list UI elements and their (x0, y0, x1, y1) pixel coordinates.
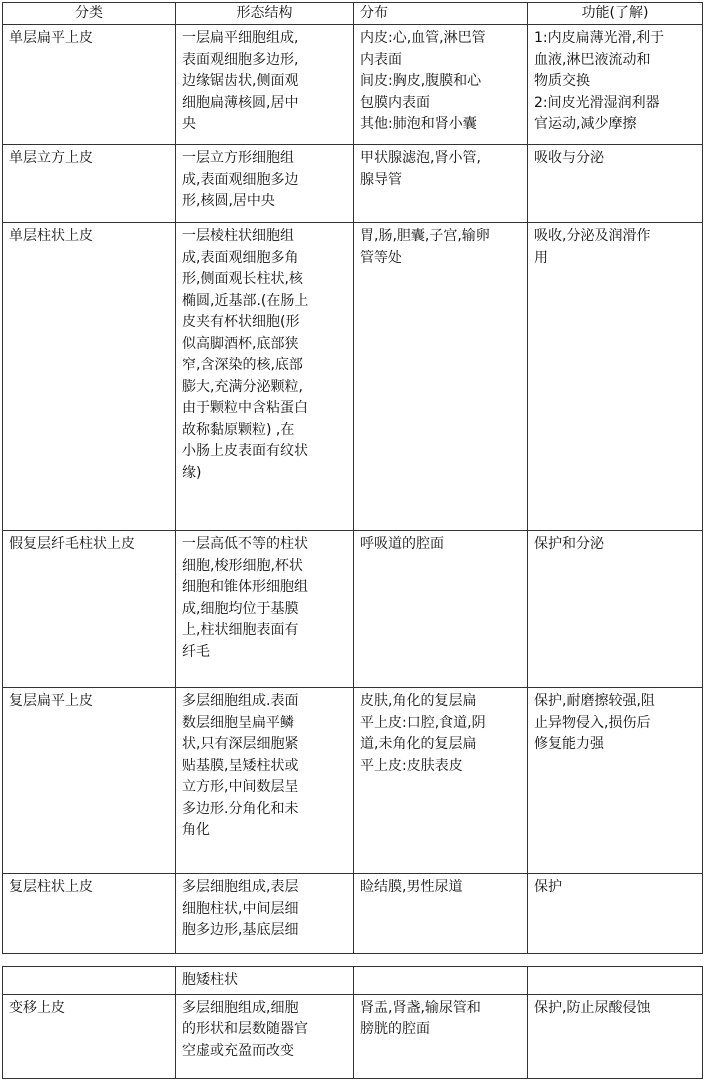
distribution-cell: 皮肤,角化的复层扁 平上皮:口腔,食道,阴 道,未角化的复层扁 平上皮:皮肤表皮 (354, 688, 528, 874)
function-cell: 吸收与分泌 (528, 145, 703, 223)
function-cell: 保护 (528, 874, 703, 954)
header-category: 分类 (3, 3, 176, 25)
function-cell: 1:内皮扁薄光滑,利于 血液,淋巴液流动和 物质交换 2:间皮光滑湿润利器 官运动,减少摩擦 (528, 25, 703, 145)
distribution-cell: 肾盂,肾盏,输尿管和 膀胱的腔面 (354, 994, 528, 1078)
structure-cell: 一层高低不等的柱状 细胞,梭形细胞,杯状 细胞和锥体形细胞组 成,细胞均位于基膜 上,柱状细胞表面有 纤毛 (176, 531, 354, 688)
function-cell: 保护,防止尿酸侵蚀 (528, 994, 703, 1078)
structure-cell: 多层细胞组成,表层 细胞柱状,中间层细 胞多边形,基底层细 (176, 874, 354, 954)
category-cell: 单层扁平上皮 (3, 25, 176, 145)
distribution-cell: 睑结膜,男性尿道 (354, 874, 528, 954)
structure-cell: 一层棱柱状细胞组 成,表面观细胞多角 形,侧面观长柱状,核 椭圆,近基部.(在肠上 皮夹有杯状细胞(形 似高脚酒杯,底部狭 窄,含深染的核,底部 膨大,充满分泌颗粒, 由于颗粒中含粘蛋白 故称黏原颗粒) ,在 小肠上皮表面有纹状 缘) (176, 223, 354, 531)
function-cell: 吸收,分泌及润滑作 用 (528, 223, 703, 531)
function-cell (528, 967, 703, 995)
header-distribution: 分布 (354, 3, 528, 25)
header-structure: 形态结构 (176, 3, 354, 25)
table-row (3, 25, 703, 145)
distribution-cell: 内皮:心,血管,淋巴管 内表面 间皮:胸皮,腹膜和心 包膜内表面 其他:肺泡和肾小囊 (354, 25, 528, 145)
function-cell: 保护和分泌 (528, 531, 703, 688)
structure-cell: 胞矮柱状 (176, 967, 354, 995)
category-cell: 变移上皮 (3, 994, 176, 1078)
category-cell: 单层柱状上皮 (3, 223, 176, 531)
header-function: 功能(了解) (528, 3, 703, 25)
structure-cell: 多层细胞组成.表面 数层细胞呈扁平鳞 状,只有深层细胞紧 贴基膜,呈矮柱状或 立方形,中间数层呈 多边形.分角化和未 角化 (176, 688, 354, 874)
structure-cell: 一层扁平细胞组成, 表面观细胞多边形, 边缘锯齿状,侧面观 细胞扁薄核圆,居中 央 (176, 25, 354, 145)
table-row (3, 994, 703, 1078)
table-row (3, 874, 703, 954)
category-cell: 复层柱状上皮 (3, 874, 176, 954)
function-cell: 保护,耐磨擦较强,阻 止异物侵入,损伤后 修复能力强 (528, 688, 703, 874)
distribution-cell: 胃,肠,胆囊,子宫,输卵 管等处 (354, 223, 528, 531)
epithelium-table-continued (2, 966, 703, 1079)
category-cell (3, 967, 176, 995)
category-cell: 复层扁平上皮 (3, 688, 176, 874)
category-cell: 假复层纤毛柱状上皮 (3, 531, 176, 688)
table-row (3, 145, 703, 223)
table-row (3, 688, 703, 874)
header-row (3, 3, 703, 25)
continuation-row (3, 967, 703, 995)
structure-cell: 多层细胞组成,细胞 的形状和层数随器官 空虚或充盈而改变 (176, 994, 354, 1078)
table-row (3, 531, 703, 688)
distribution-cell: 甲状腺滤泡,肾小管, 腺导管 (354, 145, 528, 223)
category-cell: 单层立方上皮 (3, 145, 176, 223)
distribution-cell: 呼吸道的腔面 (354, 531, 528, 688)
epithelium-table (2, 2, 703, 954)
structure-cell: 一层立方形细胞组 成,表面观细胞多边 形,核圆,居中央 (176, 145, 354, 223)
distribution-cell (354, 967, 528, 995)
table-row (3, 223, 703, 531)
